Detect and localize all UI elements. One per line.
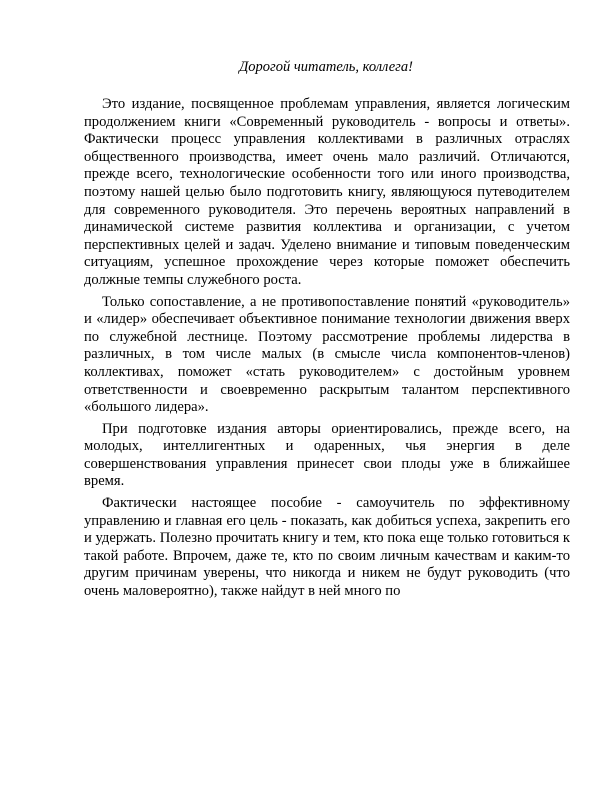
body-text — [84, 96, 570, 605]
paragraph-3: При подготовке издания авторы ориентировались, прежде всего, на молодых, интеллигентных и одаренных, чья энергия в деле совершенствования управления принесет свои плоды уже в ближайшее время. — [84, 420, 570, 490]
paragraph-4: Фактически настоящее пособие - самоучитель по эффективному управлению и главная его цель - показать, как добиться успеха, закрепить его и удержать. Полезно прочитать книгу и тем, кто пока еще только готовиться к такой работе. Впрочем, даже те, кто по своим личным качествам и каким-то другим причинам уверены, что никогда и никем не будут руководить (что очень маловероятно), также найдут в ней много по — [84, 495, 570, 600]
letter-heading: Дорогой читатель, коллега! — [239, 59, 413, 75]
paragraph-2: Только сопоставление, а не противопоставление понятий «руководитель» и «лидер» обеспечивает объективное понимание технологии движения вверх по служебной лестнице. Поэтому рассмотрение проблемы лидерства в различных, в том числе малых (в смысле числа компонентов-членов) коллективах, поможет «стать руководителем» с достойным уровнем ответственности и своевременно раскрытым талантом перспективного «большого лидера». — [84, 293, 570, 416]
paragraph-1: Это издание, посвященное проблемам управления, является логическим продолжением книги «Современный руководитель - вопросы и ответы». Фактически процесс управления коллективами в различных отраслях общественного производства, имеет очень мало различий. Отличаются, прежде всего, технологические особенности того или иного производства, поэтому нашей целью было подготовить книгу, являющуюся путеводителем для современного руководителя. Это перечень вероятных направлений в динамической системе развития коллектива и организации, с учетом перспективных целей и задач. Уделено внимание и типовым поведенческим ситуациям, успешное прохождение через которые поможет обеспечить должные темпы служебного роста. — [84, 96, 570, 288]
